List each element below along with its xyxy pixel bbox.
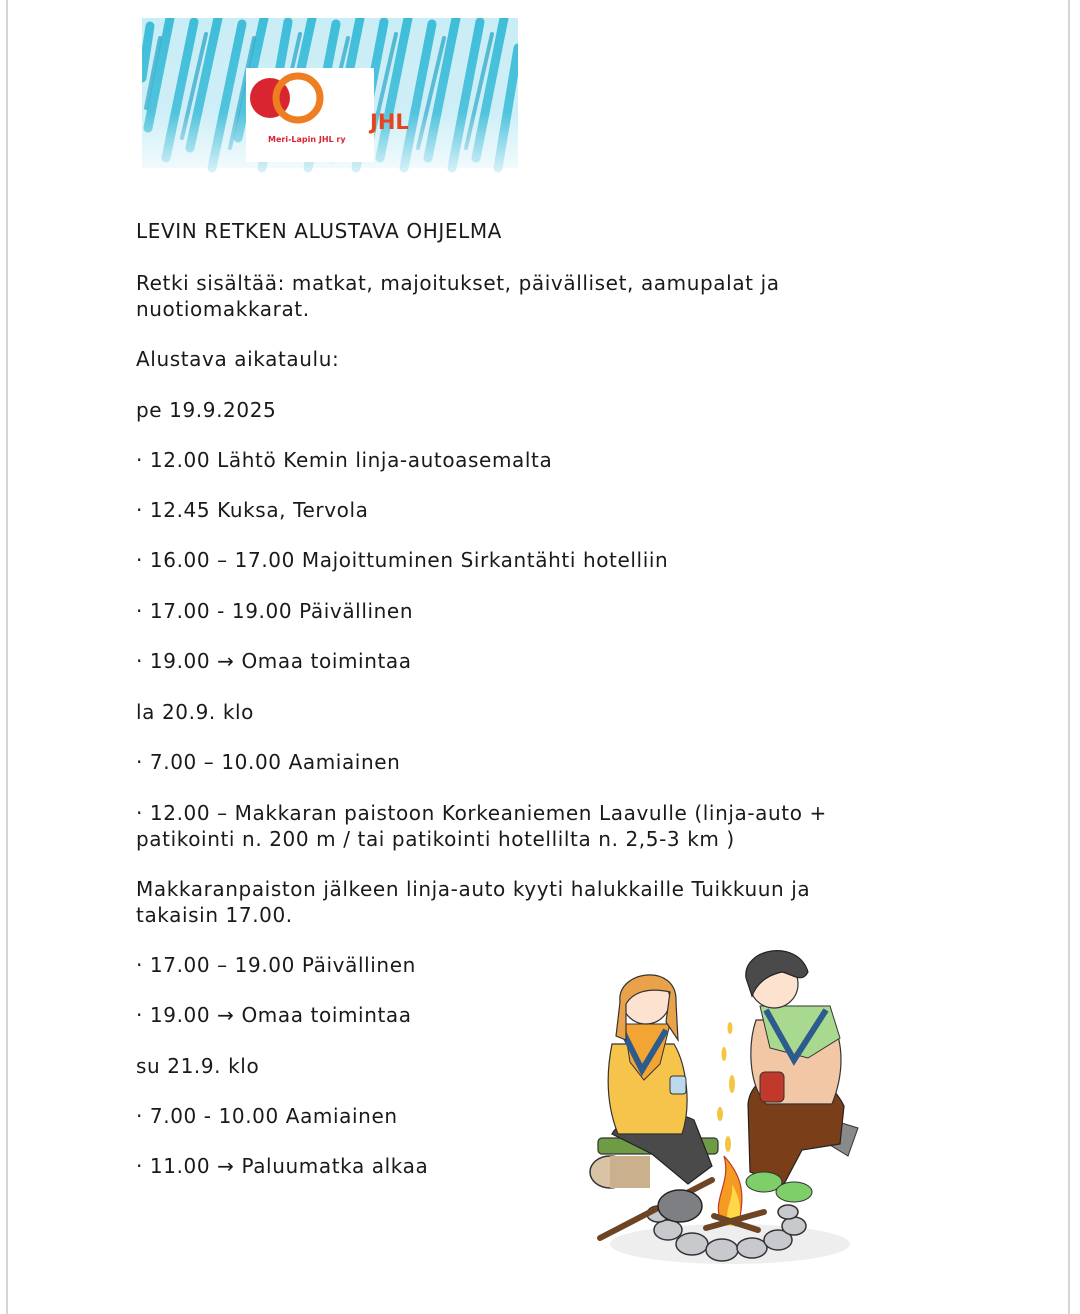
page-border-right	[1068, 0, 1070, 1314]
list-item: · 17.00 – 19.00 Päivällinen	[136, 953, 416, 977]
page-border-left	[6, 0, 8, 1314]
logo-subtitle: Meri-Lapin JHL ry	[268, 135, 346, 144]
logo	[246, 68, 374, 162]
list-item: · 19.00 → Omaa toimintaa	[136, 1003, 412, 1027]
list-item: · 17.00 - 19.00 Päivällinen	[136, 599, 414, 623]
logo-brand: JHL	[370, 110, 409, 134]
logo-circles	[246, 68, 374, 162]
day1-heading: pe 19.9.2025	[136, 398, 277, 422]
document-title: LEVIN RETKEN ALUSTAVA OHJELMA	[136, 219, 502, 243]
campfire-scouts-image	[582, 944, 874, 1274]
list-item: · 7.00 - 10.00 Aamiainen	[136, 1104, 398, 1128]
list-item: · 12.45 Kuksa, Tervola	[136, 498, 369, 522]
header-banner	[142, 18, 518, 190]
schedule-heading: Alustava aikataulu:	[136, 347, 340, 371]
list-item: · 11.00 → Paluumatka alkaa	[136, 1154, 429, 1178]
campfire-illustration	[582, 944, 874, 1274]
day2-note: Makkaranpaiston jälkeen linja-auto kyyti halukkaille Tuikkuun ja takaisin 17.00.	[136, 877, 811, 927]
intro-text: Retki sisältää: matkat, majoitukset, päivälliset, aamupalat ja nuotiomakkarat.	[136, 271, 780, 321]
day2-heading: la 20.9. klo	[136, 700, 254, 724]
list-item: · 12.00 – Makkaran paistoon Korkeaniemen Laavulle (linja-auto + patikointi n. 200 m / tai patikointi hotellilta n. 2,5-3 km )	[136, 801, 827, 851]
list-item: · 19.00 → Omaa toimintaa	[136, 649, 412, 673]
list-item: · 12.00 Lähtö Kemin linja-autoasemalta	[136, 448, 553, 472]
day3-heading: su 21.9. klo	[136, 1054, 260, 1078]
list-item: · 16.00 – 17.00 Majoittuminen Sirkantähti hotelliin	[136, 548, 669, 572]
list-item: · 7.00 – 10.00 Aamiainen	[136, 750, 401, 774]
